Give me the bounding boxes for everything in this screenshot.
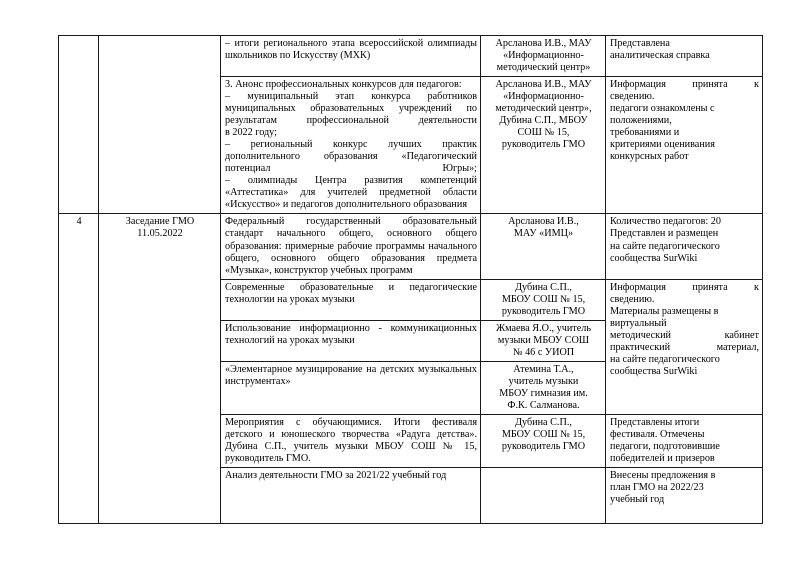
topic-line: – итоги регионального этапа всероссийской олимпиады: [225, 38, 477, 49]
cell-topic: Мероприятия с обучающимися. Итоги фестиваля детского и юношеского творчества «Радуга детства». Дубина С.П., учитель музыки МБОУ СОШ № 15, руководитель ГМО.: [221, 414, 481, 467]
result-line: аналитическая справка: [610, 50, 710, 62]
event-line: 11.05.2022: [137, 228, 183, 240]
cell-event: [99, 214, 221, 524]
person-line: Дубина С.П.,: [515, 281, 572, 293]
person-line: Арсланова И.В.,: [508, 216, 579, 228]
person-line: Арсланова И.В., МАУ: [495, 79, 592, 91]
cell-number: [59, 36, 99, 214]
result-line: Представлен и размещен: [610, 228, 719, 240]
result-line: учебный год: [610, 494, 665, 506]
cell-person: [481, 77, 606, 214]
person-line: Атемина Т.А.,: [513, 363, 574, 375]
person-line: методический центр»,: [495, 103, 592, 115]
topic-line: 3. Анонс профессиональных конкурсов для педагогов:: [225, 79, 462, 91]
result-line: план ГМО на 2022/23: [610, 482, 704, 494]
result-line: Представлены итоги: [610, 416, 700, 428]
result-line: сообщества SurWiki: [610, 365, 698, 377]
table-row: [59, 36, 763, 77]
result-line: сведению.: [610, 91, 655, 103]
person-line: Арсланова И.В., МАУ: [495, 38, 592, 49]
cell-person: [481, 279, 606, 320]
topic-line: «Искусство» и педагогов дополнительного образования: [225, 199, 468, 211]
protocol-table: [58, 35, 763, 524]
person-line: «Информационно-: [503, 50, 584, 62]
person-line: МАУ «ИМЦ»: [513, 228, 574, 240]
person-line: руководитель ГМО: [501, 305, 586, 317]
person-line: учитель музыки: [508, 375, 579, 387]
cell-result: [606, 77, 763, 214]
cell-result: [606, 414, 763, 467]
result-line: методический кабинет: [610, 329, 759, 341]
result-line: Информация принята к: [610, 281, 759, 293]
person-line: «Информационно-: [503, 91, 584, 103]
result-line: практический материал,: [610, 341, 759, 353]
cell-topic: Анализ деятельности ГМО за 2021/22 учебный год: [221, 468, 481, 524]
topic-line: школьников по Искусству (МХК): [225, 50, 371, 62]
person-line: Дубина С.П.,: [515, 416, 572, 428]
cell-person: [481, 36, 606, 77]
person-line: музыки МБОУ СОШ: [497, 334, 590, 346]
result-line: на сайте педагогического: [610, 240, 720, 252]
result-line: критериями оценивания: [610, 139, 715, 151]
person-line: МБОУ гимназия им.: [499, 387, 588, 399]
person-line: № 46 с УИОП: [512, 346, 575, 358]
cell-result: [606, 36, 763, 77]
result-line: фестиваля. Отмечены: [610, 428, 705, 440]
result-line: Внесены предложения в: [610, 470, 716, 482]
cell-person: [481, 214, 606, 279]
cell-topic: [221, 36, 481, 77]
person-line: руководитель ГМО: [501, 440, 586, 452]
cell-result: [606, 214, 763, 279]
result-line: Материалы размещены в: [610, 305, 719, 317]
event-line: Заседание ГМО: [125, 216, 195, 228]
result-line: виртуальный: [610, 317, 667, 329]
result-line: педагоги, подготовившие: [610, 440, 720, 452]
cell-topic: Современные образовательные и педагогические технологии на уроках музыки: [221, 279, 481, 320]
cell-topic: Использование информационно - коммуникационных технологий на уроках музыки: [221, 320, 481, 361]
person-line: Дубина С.П., МБОУ: [499, 115, 588, 127]
topic-line: – региональный конкурс лучших практик дополнительного образования «Педагогический потенциал Югры»;: [225, 139, 477, 175]
result-line: требованиями и: [610, 127, 680, 139]
result-line: Количество педагогов: 20: [610, 216, 721, 228]
result-line: сведению.: [610, 293, 655, 305]
person-line: руководитель ГМО: [501, 139, 586, 151]
cell-topic: Федеральный государственный образовательный стандарт начального общего, основного общего образования: примерные рабочие программы начального общего, основного общего образования предмета «Музыка», конструктор учебных программ: [221, 214, 481, 279]
person-line: МБОУ СОШ № 15,: [501, 428, 586, 440]
cell-topic: [221, 77, 481, 214]
cell-person: [481, 468, 606, 524]
topic-line: – олимпиады Центра развития компетенций «Аттестатика» для учителей предметной области: [225, 175, 477, 199]
table-row: [59, 214, 763, 279]
cell-person: [481, 414, 606, 467]
result-line: положениями,: [610, 115, 672, 127]
person-line: методический центр»: [496, 62, 591, 74]
result-line: конкурсных работ: [610, 151, 689, 163]
cell-topic: «Элементарное музицирование на детских музыкальных инструментах»: [221, 361, 481, 414]
person-line: МБОУ СОШ № 15,: [501, 293, 586, 305]
result-line: победителей и призеров: [610, 453, 715, 464]
cell-result: [606, 279, 763, 414]
cell-number: 4: [59, 214, 99, 524]
cell-person: [481, 320, 606, 361]
topic-line: в 2022 году;: [225, 127, 277, 139]
person-line: СОШ № 15,: [517, 127, 570, 139]
person-line: Жмаева Я.О., учитель: [495, 322, 591, 334]
cell-person: [481, 361, 606, 414]
result-line: педагоги ознакомлены с: [610, 103, 715, 115]
result-line: Представлена: [610, 38, 670, 49]
cell-result: [606, 468, 763, 524]
cell-event: [99, 36, 221, 214]
result-line: Информация принята к: [610, 79, 759, 91]
result-line: на сайте педагогического: [610, 353, 720, 365]
person-line: Ф.К. Салманова.: [507, 399, 580, 411]
result-line: сообщества SurWiki: [610, 252, 698, 264]
topic-line: – муниципальный этап конкурса работников муниципальных образовательных учреждений по результатам профессиональной деятельности: [225, 91, 477, 127]
